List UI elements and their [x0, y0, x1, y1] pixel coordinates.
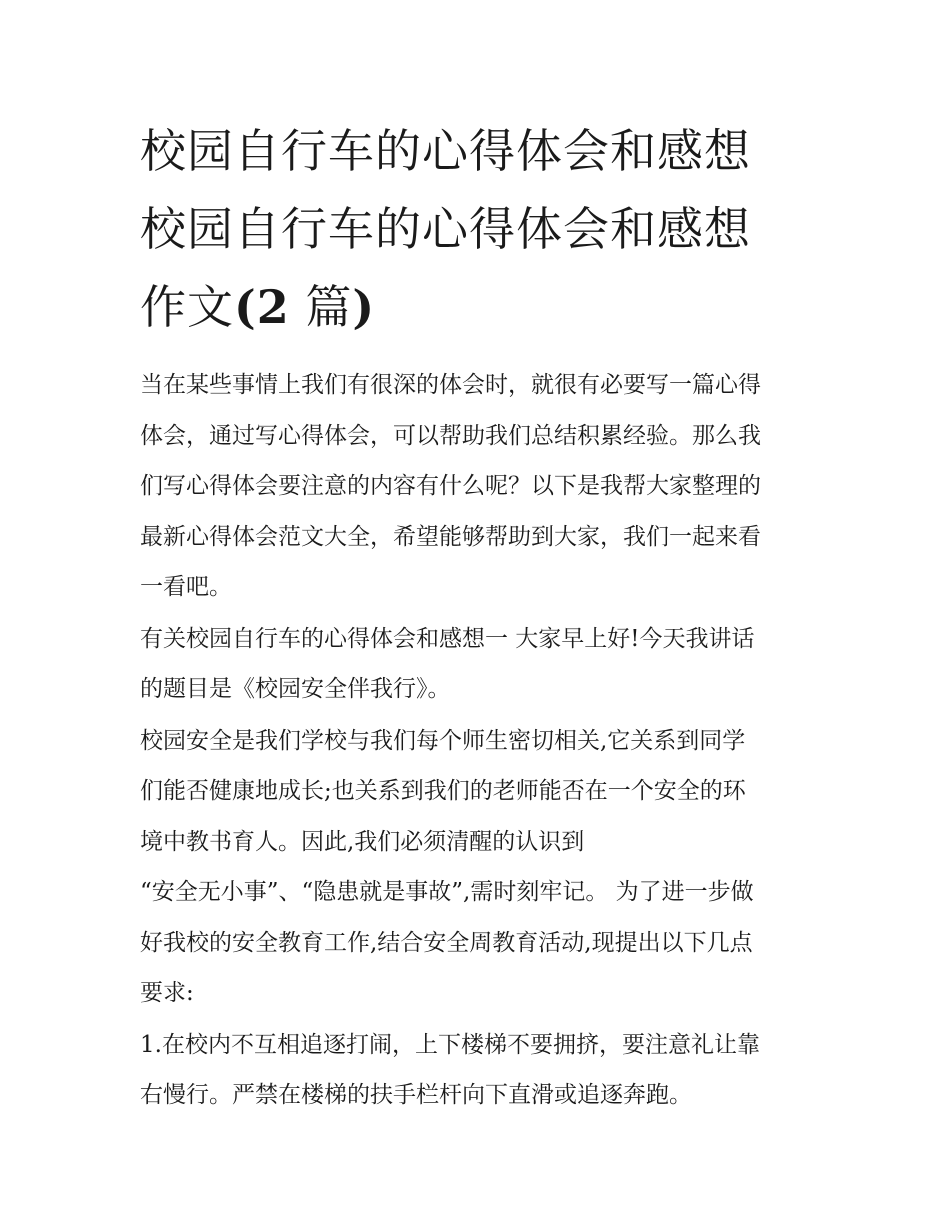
paragraph-line: 们能否健康地成长;也关系到我们的老师能否在一个安全的环 — [140, 778, 746, 804]
paragraph-line: 要求: — [140, 980, 194, 1006]
paragraph-line: “安全无小事”、“隐患就是事故”,需时刻牢记。 为了进一步做 — [140, 879, 754, 905]
title-line-3-count-close: ) — [352, 280, 376, 334]
paragraph-line: 体会，通过写心得体会，可以帮助我们总结积累经验。那么我 — [140, 422, 761, 449]
paragraph-line: 好我校的安全教育工作,结合安全周教育活动,现提出以下几点 — [140, 929, 753, 956]
paragraph-line: 境中教书育人。因此,我们必须清醒的认识到 — [140, 828, 585, 855]
title-line-2: 校园自行车的心得体会和感想 — [140, 202, 751, 256]
paragraph-line: 校园安全是我们学校与我们每个师生密切相关,它关系到同学 — [140, 727, 746, 754]
paragraph-line: 们写心得体会要注意的内容有什么呢？以下是我帮大家整理的 — [140, 473, 761, 499]
rule-1-paragraph — [140, 1020, 816, 1121]
intro-paragraph — [140, 360, 816, 613]
paragraph-line: 的题目是《校园安全伴我行》。 — [140, 676, 451, 702]
paragraph-line: 当在某些事情上我们有很深的体会时，就很有必要写一篇心得 — [140, 372, 761, 398]
title-line-3 — [140, 268, 816, 346]
paragraph-line: 最新心得体会范文大全，希望能够帮助到大家，我们一起来看 — [140, 523, 761, 550]
paragraph-line: 右慢行。严禁在楼梯的扶手栏杆向下直滑或追逐奔跑。 — [140, 1082, 692, 1108]
paragraph-line: 1.在校内不互相追逐打闹，上下楼梯不要拥挤，要注意礼让靠 — [140, 1031, 760, 1058]
paragraph-line: 一看吧。 — [140, 574, 232, 600]
speech-opening-paragraph — [140, 614, 816, 715]
title-line-3-unit: 篇 — [289, 280, 353, 334]
title-line-3-prefix: 作文 — [140, 280, 234, 334]
safety-paragraph — [140, 716, 816, 1019]
document-title — [140, 112, 816, 346]
title-line-3-count-open: (2 — [234, 280, 290, 334]
title-line-1: 校园自行车的心得体会和感想 — [140, 124, 751, 178]
paragraph-line: 有关校园自行车的心得体会和感想一 大家早上好!今天我讲话 — [140, 625, 755, 652]
document-page — [140, 112, 816, 1121]
